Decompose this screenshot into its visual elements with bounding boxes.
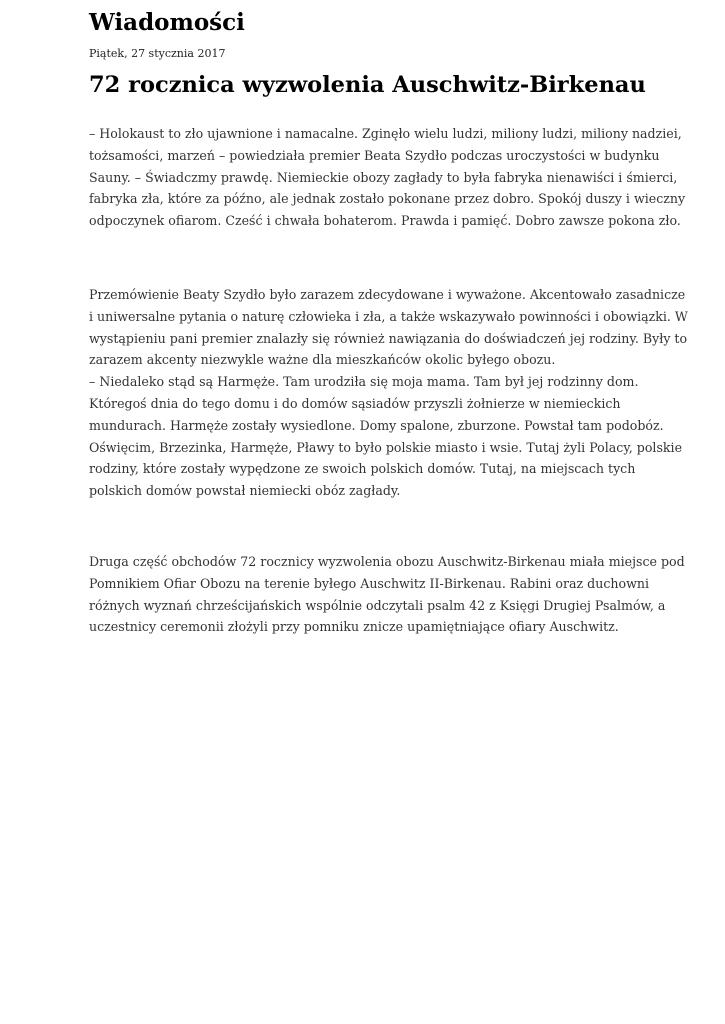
paragraph-line: mundurach. Harmęże zostały wysiedlone. Domy spalone, zburzone. Powstał tam podobóz. <box>89 417 664 433</box>
article-paragraph <box>89 284 688 502</box>
paragraph-line: Druga część obchodów 72 rocznicy wyzwolenia obozu Auschwitz-Birkenau miała miejsce pod <box>89 554 685 569</box>
paragraph-line: zarazem akcenty niezwykle ważne dla mieszkańców okolic byłego obozu. <box>89 352 556 368</box>
article-headline: 72 rocznica wyzwolenia Auschwitz-Birkenau <box>89 72 646 98</box>
paragraph-line: odpoczynek ofiarom. Cześć i chwała bohaterom. Prawda i pamięć. Dobro zawsze pokona zło. <box>89 213 681 229</box>
paragraph-line: Pomnikiem Ofiar Obozu na terenie byłego Auschwitz II-Birkenau. Rabini oraz duchowni <box>89 575 649 591</box>
paragraph-line: Sauny. – Świadczmy prawdę. Niemieckie obozy zagłady to była fabryka nienawiści i śmierci, <box>89 169 678 185</box>
paragraph-line: różnych wyznań chrześcijańskich wspólnie odczytali psalm 42 z Księgi Drugiej Psalmów, a <box>89 597 666 613</box>
paragraph-line: uczestnicy ceremonii złożyli przy pomniku znicze upamiętniające ofiary Auschwitz. <box>89 619 619 635</box>
article-paragraph <box>89 551 685 638</box>
article-date: Piątek, 27 stycznia 2017 <box>89 47 226 60</box>
paragraph-line: wystąpieniu pani premier znalazły się również nawiązania do doświadczeń jej rodziny. Były to <box>89 330 688 346</box>
paragraph-line: fabryka zła, które za późno, ale jednak zostało pokonane przez dobro. Spokój duszy i wieczny <box>89 191 686 207</box>
paragraph-line: Któregoś dnia do tego domu i do domów sąsiadów przyszli żołnierze w niemieckich <box>89 395 621 411</box>
paragraph-line: polskich domów powstał niemiecki obóz zagłady. <box>89 483 401 499</box>
paragraph-line: i uniwersalne pytania o naturę człowieka i zła, a także wskazywało powinności i obowiązki. W <box>89 308 688 324</box>
paragraph-line: rodziny, które zostały wypędzone ze swoich polskich domów. Tutaj, na miejscach tych <box>89 461 636 477</box>
paragraph-line: tożsamości, marzeń – powiedziała premier Beata Szydło podczas uroczystości w budynku <box>89 147 660 163</box>
section-title: Wiadomości <box>89 9 245 36</box>
paragraph-line: Przemówienie Beaty Szydło było zarazem zdecydowane i wyważone. Akcentowało zasadnicze <box>89 287 686 302</box>
paragraph-line: – Niedaleko stąd są Harmęże. Tam urodziła się moja mama. Tam był jej rodzinny dom. <box>89 374 639 390</box>
paragraph-line: – Holokaust to zło ujawnione i namacalne. Zginęło wielu ludzi, miliony ludzi, miliony nadziei, <box>89 126 682 141</box>
paragraph-line: Oświęcim, Brzezinka, Harmęże, Pławy to było polskie miasto i wsie. Tutaj żyli Polacy, polskie <box>89 439 683 455</box>
article-paragraph <box>89 123 686 232</box>
